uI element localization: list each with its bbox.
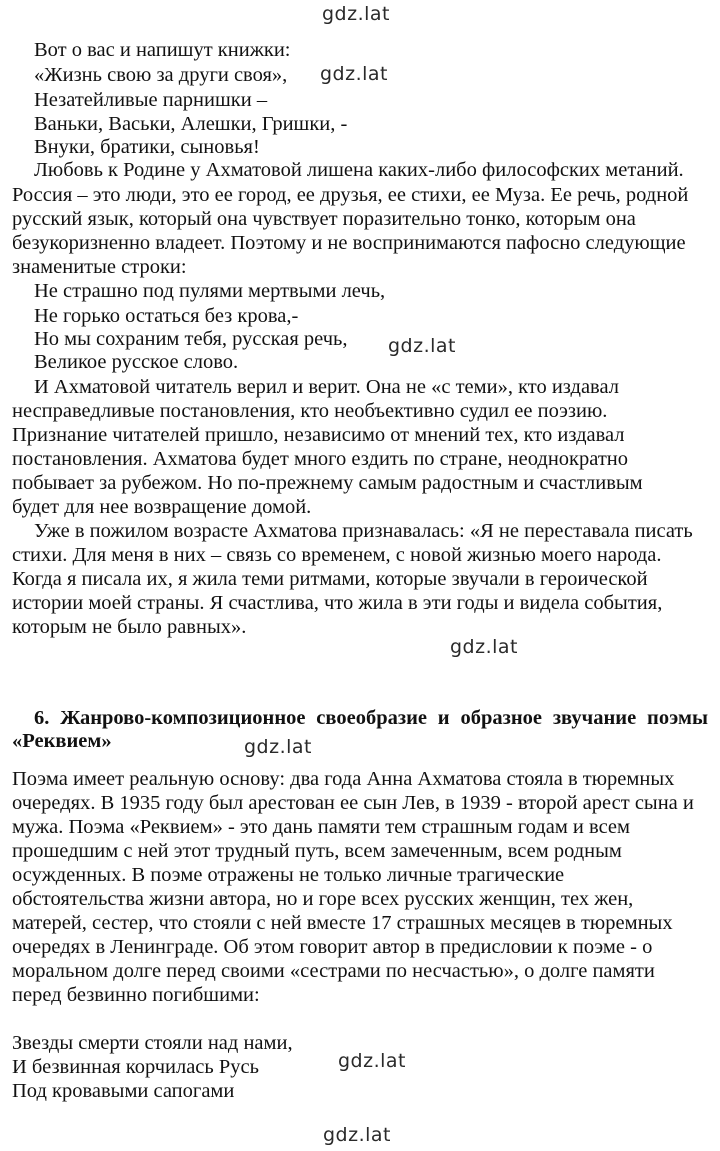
text-line: моральном долге перед своими «сестрами по несчастью», о долге памяти bbox=[12, 960, 655, 982]
text-line: которым не было равных». bbox=[12, 616, 247, 638]
poem-line: «Жизнь свою за други своя», bbox=[34, 64, 288, 86]
poem-line: Под кровавыми сапогами bbox=[12, 1080, 235, 1102]
text-line: матерей, сестер, что стояли с ней вместе 17 страшных месяцев в тюремных bbox=[12, 912, 673, 934]
text-line: знаменитые строки: bbox=[12, 256, 187, 278]
text-line: несправедливые постановления, кто необъективно судил ее поэзию. bbox=[12, 400, 608, 422]
text-line: будет для нее возвращение домой. bbox=[12, 496, 312, 518]
text-line: истории моей страны. Я счастлива, что жила в эти годы и видела события, bbox=[12, 592, 663, 614]
text-line: Когда я писала их, я жила теми ритмами, которые звучали в героической bbox=[12, 568, 648, 590]
watermark-bottom: gdz.lat bbox=[323, 1124, 392, 1146]
text-line: И Ахматовой читатель верил и верит. Она не «с теми», кто издавал bbox=[34, 376, 619, 398]
poem-line: Незатейливые парнишки – bbox=[34, 89, 268, 111]
text-line: постановления. Ахматова будет много ездить по стране, неоднократно bbox=[12, 448, 629, 470]
text-line: Россия – это люди, это ее город, ее друзья, ее стихи, ее Муза. Ее речь, родной bbox=[12, 184, 689, 206]
poem-line: И безвинная корчилась Русь bbox=[12, 1056, 259, 1078]
section-heading-line: «Реквием» bbox=[12, 730, 112, 752]
text-line: прошедшим с ней этот трудный путь, всем замеченным, всем родным bbox=[12, 840, 622, 862]
poem-line: Вот о вас и напишут книжки: bbox=[34, 39, 291, 61]
poem-line: Великое русское слово. bbox=[34, 351, 239, 373]
section-heading-line: 6. Жанрово-композиционное своеобразие и образное звучание поэмы bbox=[34, 707, 708, 729]
text-line: русский язык, который она чувствует поразительно тонко, которым она bbox=[12, 208, 636, 230]
poem-line: Внуки, братики, сыновья! bbox=[34, 136, 260, 158]
text-line: мужа. Поэма «Реквием» - это дань памяти тем страшным годам и всем bbox=[12, 816, 630, 838]
poem-line: Ваньки, Васьки, Алешки, Гришки, - bbox=[34, 113, 348, 135]
poem-line: Не страшно под пулями мертвыми лечь, bbox=[34, 280, 386, 302]
text-line: Признание читателей пришло, независимо от мнений тех, кто издавал bbox=[12, 424, 625, 446]
text-line: Любовь к Родине у Ахматовой лишена каких-либо философских метаний. bbox=[34, 159, 684, 181]
text-line: очередях. В 1935 году был арестован ее сын Лев, в 1939 - второй арест сына и bbox=[12, 792, 694, 814]
poem-line: Звезды смерти стояли над нами, bbox=[12, 1032, 293, 1054]
text-line: безукоризненно владеет. Поэтому и не воспринимаются пафосно следующие bbox=[12, 232, 686, 254]
watermark-top: gdz.lat bbox=[322, 3, 391, 25]
text-line: Уже в пожилом возрасте Ахматова признавалась: «Я не переставала писать bbox=[34, 520, 693, 542]
watermark: gdz.lat bbox=[338, 1050, 407, 1072]
text-line: Поэма имеет реальную основу: два года Анна Ахматова стояла в тюремных bbox=[12, 768, 675, 790]
poem-line: Не горько остаться без крова,- bbox=[34, 305, 299, 327]
text-line: перед безвинно погибшими: bbox=[12, 984, 260, 1006]
watermark: gdz.lat bbox=[450, 636, 519, 658]
watermark: gdz.lat bbox=[244, 736, 313, 758]
watermark: gdz.lat bbox=[388, 335, 457, 357]
watermark: gdz.lat bbox=[320, 63, 389, 85]
text-line: обстоятельства жизни автора, но и горе всех русских женщин, тех жен, bbox=[12, 888, 634, 910]
text-line: очередях в Ленинграде. Об этом говорит автор в предисловии к поэме - о bbox=[12, 936, 653, 958]
text-line: стихи. Для меня в них – связь со временем, с новой жизнью моего народа. bbox=[12, 544, 662, 566]
text-line: осужденных. В поэме отражены не только личные трагические bbox=[12, 864, 565, 886]
poem-line: Но мы сохраним тебя, русская речь, bbox=[34, 328, 348, 350]
text-line: побывает за рубежом. Но по-прежнему самым радостным и счастливым bbox=[12, 472, 643, 494]
